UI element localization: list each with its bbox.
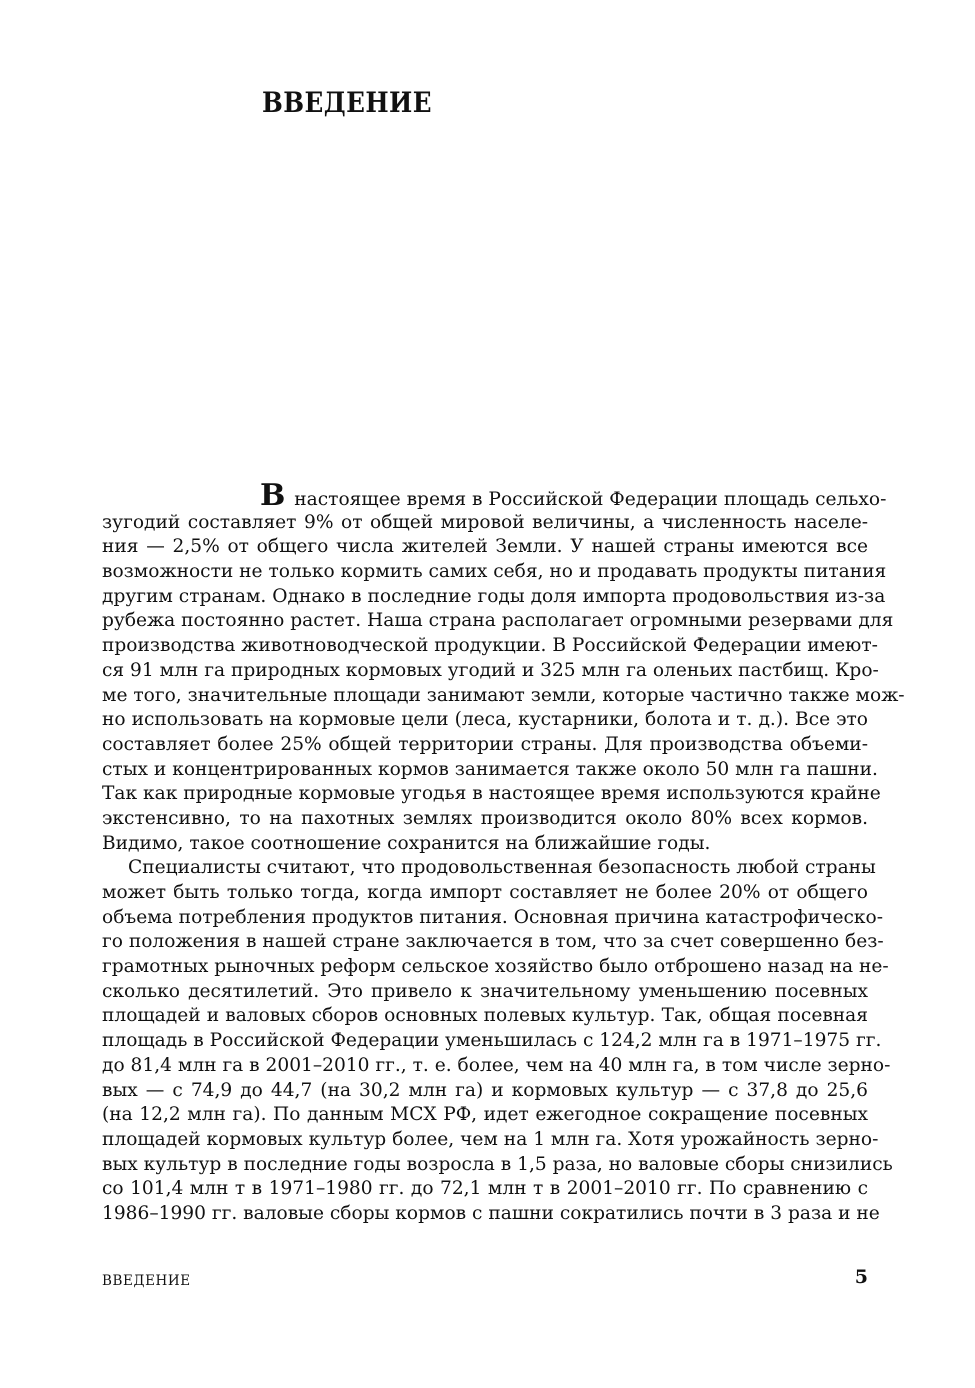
text-line [102,478,887,513]
text-line: составляет более 25% общей территории страны. Для производства объеми- [102,733,868,755]
text-line: 1986–1990 гг. валовые сборы кормов с пашни сократились почти в 3 раза и не [102,1202,880,1224]
text-line: со 101,4 млн т в 1971–1980 гг. до 72,1 млн т в 2001–2010 гг. По сравнению с [102,1178,868,1200]
text-line: ния — 2,5% от общего числа жителей Земли. У нашей страны имеются все [102,536,868,558]
text-line: объема потребления продуктов питания. Основная причина катастрофическо- [102,906,883,928]
text-line: может быть только тогда, когда импорт составляет не более 20% от общего [102,882,868,903]
text-line: (на 12,2 млн га). По данным МСХ РФ, идет ежегодное сокращение посевных [102,1104,868,1126]
text-line: возможности не только кормить самих себя, но и продавать продукты питания [102,561,887,583]
text-line: другим странам. Однако в последние годы доля импорта продовольствия из-за [102,585,886,607]
text-line: площадей кормовых культур более, чем на 1 млн га. Хотя урожайность зерно- [102,1128,879,1150]
text-line: вых культур в последние годы возросла в 1,5 раза, но валовые сборы снизились [102,1153,893,1175]
text-line: рубежа постоянно растет. Наша страна располагает огромными резервами для [102,610,894,632]
text-line: грамотных рыночных реформ сельское хозяйство было отброшено назад на не- [102,956,889,978]
drop-cap: В [260,478,286,513]
text-line: вых — с 74,9 до 44,7 (на 30,2 млн га) и кормовых культур — с 37,8 до 25,6 [102,1079,868,1101]
body-text [102,478,905,1227]
text-line: но использовать на кормовые цели (леса, кустарники, болота и т. д.). Все это [102,709,868,731]
text-line: Видимо, такое соотношение сохранится на ближайшие годы. [102,832,711,854]
text-line: площадь в Российской Федерации уменьшилась с 124,2 млн га в 1971–1975 гг. [102,1030,882,1052]
text-line: производства животноводческой продукции. В Российской Федерации имеют- [102,635,878,657]
text-line: стых и концентрированных кормов занимается также около 50 млн га пашни. [102,758,878,780]
text-line: площадей и валовых сборов основных полевых культур. Так, общая посевная [102,1005,868,1027]
chapter-title: ВВЕДЕНИЕ [262,86,432,119]
page-number: 5 [854,1266,868,1288]
text-line-content: настоящее время в Российской Федерации площадь сельхо- [288,489,887,510]
text-line: сколько десятилетий. Это привело к значительному уменьшению посевных [102,980,868,1002]
text-line: экстенсивно, то на пахотных землях производится около 80% всех кормов. [102,807,868,829]
text-line: зугодий составляет 9% от общей мировой величины, а численность населе- [102,511,868,533]
text-line: до 81,4 млн га в 2001–2010 гг., т. е. более, чем на 40 млн га, в том числе зерно- [102,1054,891,1076]
text-line: ме того, значительные площади занимают земли, которые частично также мож- [102,684,905,706]
text-line: Так как природные кормовые угодья в настоящее время используются крайне [102,783,881,805]
text-line: Специалисты считают, что продовольственная безопасность любой страны [128,857,876,879]
text-line: ся 91 млн га природных кормовых угодий и 325 млн га оленьих пастбищ. Кро- [102,659,879,681]
text-line: го положения в нашей стране заключается в том, что за счет совершенно без- [102,931,884,953]
running-title: ВВЕДЕНИЕ [102,1273,191,1289]
